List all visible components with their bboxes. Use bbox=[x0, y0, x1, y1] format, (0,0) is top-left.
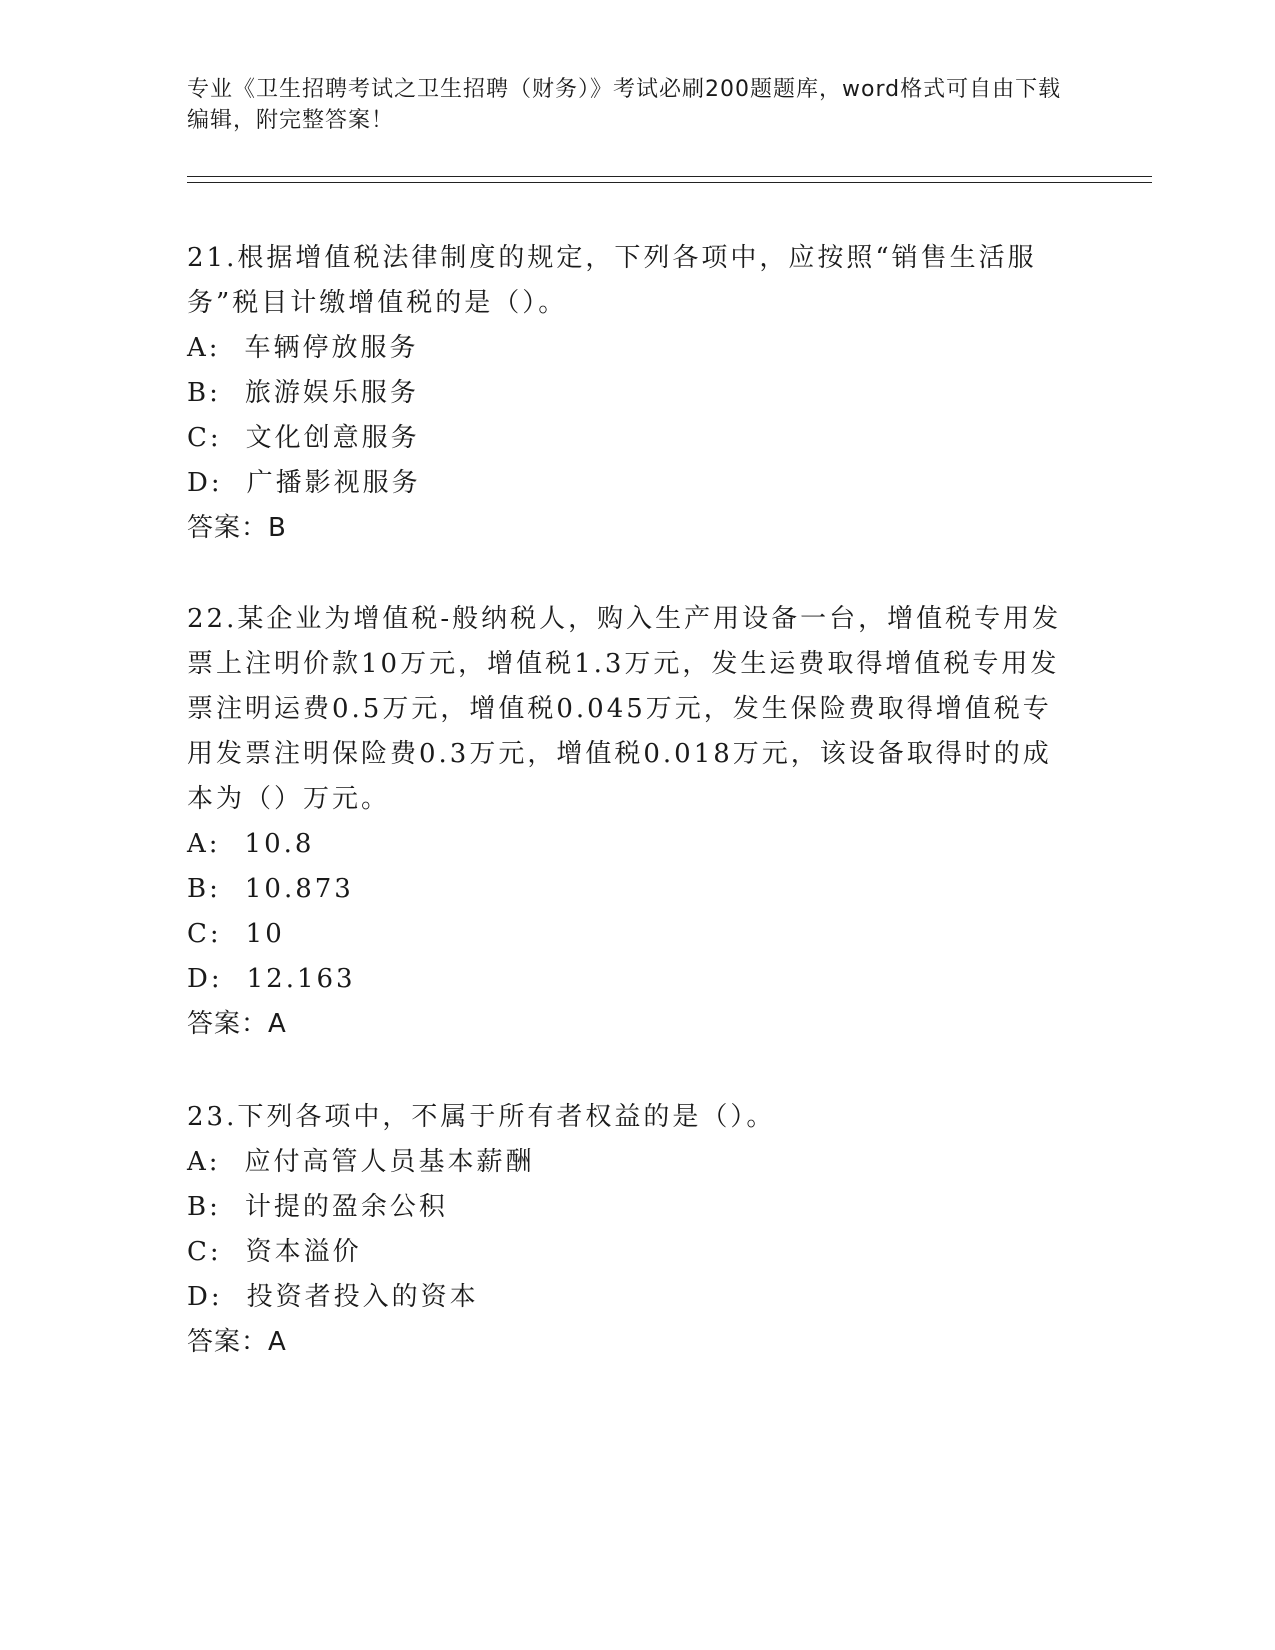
option-letter: D: bbox=[187, 1282, 223, 1312]
question-stem: 22.某企业为增值税-般纳税人，购入生产用设备一台，增值税专用发票上注明价款10万元，增值税1.3万元，发生运费取得增值税专用发票注明运费0.5万元，增值税0.045万元，发生保险费取得增值税专用发票注明保险费0.3万元，增值税0.018万元，该设备取得时的成本为（）万元。 bbox=[187, 604, 1062, 814]
answer-line: 答案：A bbox=[187, 1327, 287, 1357]
option-letter: C: bbox=[187, 423, 222, 453]
option-text: 计提的盈余公积 bbox=[244, 1192, 448, 1222]
option-c bbox=[187, 912, 1067, 957]
option-text: 10 bbox=[245, 919, 285, 949]
option-a bbox=[187, 1140, 1067, 1185]
option-text: 旅游娱乐服务 bbox=[244, 378, 419, 408]
header-divider-top bbox=[187, 176, 1152, 177]
option-text: 文化创意服务 bbox=[245, 423, 420, 453]
option-d bbox=[187, 957, 1067, 1002]
option-text: 广播影视服务 bbox=[246, 468, 421, 498]
option-letter: C: bbox=[187, 1237, 222, 1267]
option-b bbox=[187, 1185, 1067, 1230]
option-b bbox=[187, 867, 1067, 912]
option-text: 车辆停放服务 bbox=[244, 333, 419, 363]
option-letter: D: bbox=[187, 964, 223, 994]
option-letter: A: bbox=[187, 1147, 221, 1177]
option-text: 10.873 bbox=[244, 874, 354, 904]
option-text: 投资者投入的资本 bbox=[246, 1282, 479, 1312]
document-intro: 专业《卫生招聘考试之卫生招聘（财务）》考试必刷200题题库，word格式可自由下载编辑，附完整答案！ bbox=[187, 77, 1062, 133]
option-d bbox=[187, 461, 1067, 506]
question-stem: 23.下列各项中，不属于所有者权益的是（）。 bbox=[187, 1102, 776, 1132]
question-stem: 21.根据增值税法律制度的规定，下列各项中，应按照“销售生活服务”税目计缴增值税的是（）。 bbox=[187, 243, 1037, 318]
option-d bbox=[187, 1275, 1067, 1320]
option-c bbox=[187, 1230, 1067, 1275]
option-text: 资本溢价 bbox=[245, 1237, 362, 1267]
option-a bbox=[187, 326, 1067, 371]
option-a bbox=[187, 822, 1067, 867]
option-letter: A: bbox=[187, 333, 221, 363]
option-c bbox=[187, 416, 1067, 461]
answer-line: 答案：B bbox=[187, 513, 287, 543]
option-text: 12.163 bbox=[246, 964, 356, 994]
option-letter: D: bbox=[187, 468, 223, 498]
option-letter: C: bbox=[187, 919, 222, 949]
option-letter: B: bbox=[187, 1192, 221, 1222]
option-text: 10.8 bbox=[244, 829, 315, 859]
option-letter: A: bbox=[187, 829, 221, 859]
question-21 bbox=[187, 236, 1067, 551]
question-23 bbox=[187, 1095, 1067, 1365]
header-divider-bottom bbox=[187, 182, 1152, 183]
question-22 bbox=[187, 597, 1067, 1047]
answer-line: 答案：A bbox=[187, 1009, 287, 1039]
option-letter: B: bbox=[187, 874, 221, 904]
option-text: 应付高管人员基本薪酬 bbox=[244, 1147, 535, 1177]
option-b bbox=[187, 371, 1067, 416]
option-letter: B: bbox=[187, 378, 221, 408]
